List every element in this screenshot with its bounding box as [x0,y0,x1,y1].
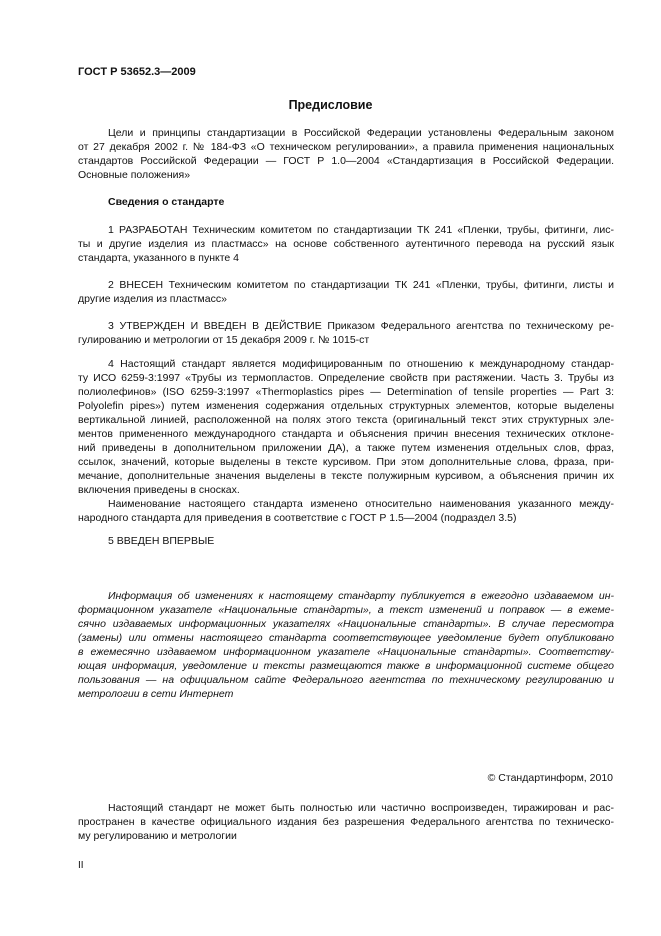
notice-line: пространен в качестве официального издания без разрешения Федерального агентства по техническо- [78,816,614,828]
item-line: 2 ВНЕСЕН Техническим комитетом по стандартизации ТК 241 «Пленки, трубы, фитинги, листы и [108,279,614,291]
item-line: 3 УТВЕРЖДЕН И ВВЕДЕН В ДЕЙСТВИЕ Приказом Федерального агентства по техническому ре- [108,320,614,332]
notice-line: Настоящий стандарт не может быть полностью или частично воспроизведен, тиражирован и рас- [108,802,614,814]
info-line: Информация об изменениях к настоящему стандарту публикуется в ежегодно издаваемом ин- [108,590,614,602]
info-line: (замены) или отмены настоящего стандарта соответствующее уведомление будет опубликовано [78,632,614,644]
item-line: гулированию и метрологии от 15 декабря 2009 г. № 1015-ст [78,334,370,346]
page-number: II [78,860,84,871]
item-line: 1 РАЗРАБОТАН Техническим комитетом по стандартизации ТК 241 «Пленки, трубы, фитинги, лис- [108,224,614,236]
item-line: включения приведены в сносках. [78,484,240,496]
item-line: Polyolefin pipes») путем изменения содержания отдельных структурных элементов, которые выделены [78,400,614,412]
info-line: метрологии в сети Интернет [78,688,234,700]
section-subtitle: Сведения о стандарте [108,196,225,208]
copyright: © Стандартинформ, 2010 [487,772,613,784]
item-line: ментов примененного международного стандарта и объяснения причин внесения технических отклоне- [78,428,614,440]
item-line: полиолефинов» (ISO 6259-3:1997 «Thermoplastics pipes — Determination of tensile properties — Part 3: [78,386,614,398]
info-line: пользования — на официальном сайте Федерального агентства по техническому регулированию и [78,674,614,686]
info-line: ющая информация, уведомление и тексты размещаются также в информационной системе общего [78,660,614,672]
item-line: мечание, дополнительные значения выделены в тексте полужирным курсивом, а объяснения причин их [78,470,614,482]
item-5: 5 ВВЕДЕН ВПЕРВЫЕ [108,535,215,547]
item-line: ний приведены в дополнительном приложении ДА), а также путем изменения отдельных слов, фраз, [78,442,614,454]
document-header: ГОСТ Р 53652.3—2009 [78,66,196,78]
intro-line: стандартов Российской Федерации — ГОСТ Р 1.0—2004 «Стандартизация в Российской Федерации. [78,155,614,167]
page-title: Предисловие [288,98,373,112]
info-line: в ежемесячно издаваемом информационном указателе «Национальные стандарты». Соответству- [78,646,614,658]
info-line: формационном указателе «Национальные стандарты», а текст изменений и поправок — в ежеме- [78,604,614,616]
item-line: вертикальной линией, расположенной на полях этого текста (оригинальный текст этих структурных эле- [78,414,614,426]
item-line: ты и другие изделия из пластмасс» на основе собственного аутентичного перевода на русский язык [78,238,614,250]
item-line: Наименование настоящего стандарта изменено относительно наименования указанного между- [108,498,614,510]
item-line: народного стандарта для приведения в соответствие с ГОСТ Р 1.5—2004 (подраздел 3.5) [78,512,517,524]
intro-line: Цели и принципы стандартизации в Российской Федерации установлены Федеральным законом [108,127,614,139]
notice-line: му регулированию и метрологии [78,830,237,842]
intro-line: Основные положения» [78,169,191,181]
item-line: ту ИСО 6259-3:1997 «Трубы из термопластов. Определение свойств при растяжении. Часть 3. Трубы из [78,372,614,384]
item-line: стандарта, указанного в пункте 4 [78,252,239,264]
item-line: 4 Настоящий стандарт является модифицированным по отношению к международному стандар- [108,358,614,370]
item-line: ссылок, значений, которые выделены в тексте курсивом. При этом дополнительные слова, фраза, при- [78,456,614,468]
info-line: сячно издаваемых информационных указателях «Национальные стандарты». В случае пересмотра [78,618,614,630]
intro-line: от 27 декабря 2002 г. № 184-ФЗ «О техническом регулировании», а правила применения национальных [78,141,614,153]
item-line: другие изделия из пластмасс» [78,293,227,305]
